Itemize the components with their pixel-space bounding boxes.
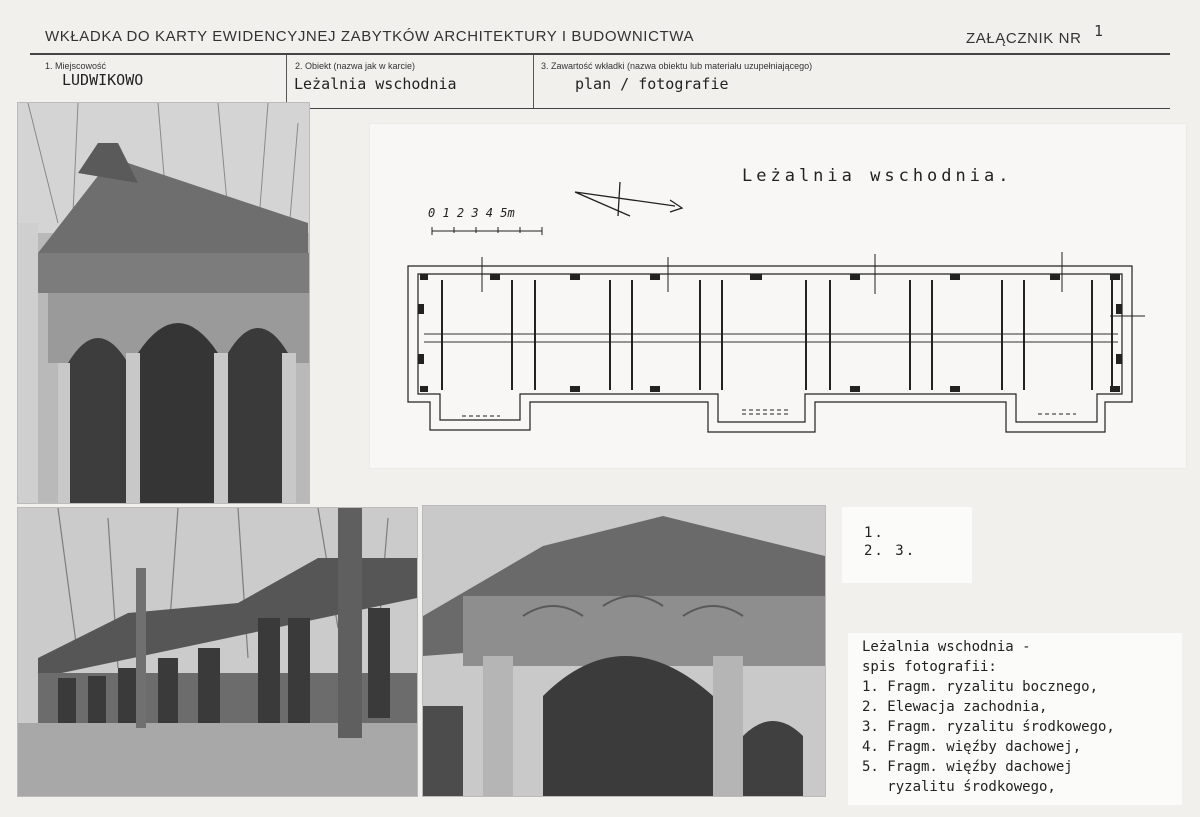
field-separator-1	[286, 55, 287, 108]
content-label: 3. Zawartość wkładki (nazwa obiektu lub materiału uzupełniającego)	[541, 61, 813, 71]
plan-title: Leżalnia wschodnia.	[742, 166, 1013, 186]
object-label: 2. Obiekt (nazwa jak w karcie)	[295, 61, 416, 71]
photo-list-heading-2: spis fotografii:	[862, 659, 997, 675]
object-value: Leżalnia wschodnia	[294, 75, 457, 93]
field-separator-2	[533, 55, 534, 108]
photo-index-card	[842, 507, 972, 583]
photo-west-elevation	[17, 507, 418, 797]
bay-columns	[442, 280, 1112, 390]
floor-plan-drawing	[370, 124, 1186, 468]
place-value: LUDWIKOWO	[62, 71, 144, 89]
photo-central-pavilion	[422, 505, 826, 797]
photo-list-item: 5. Fragm. więźby dachowej	[862, 759, 1073, 775]
content-value: plan / fotografie	[575, 75, 729, 93]
photo-list-item: 4. Fragm. więźby dachowej,	[862, 739, 1082, 755]
document-title: WKŁADKA DO KARTY EWIDENCYJNEJ ZABYTKÓW ARCHITEKTURY I BUDOWNICTWA	[45, 28, 695, 45]
index-line-2: 2. 3.	[864, 543, 917, 559]
photo-list-card	[848, 633, 1182, 805]
north-arrow-icon	[575, 182, 682, 216]
header-divider	[30, 53, 1170, 55]
annex-label: ZAŁĄCZNIK NR	[966, 30, 1082, 47]
photo-side-pavilion	[17, 102, 310, 504]
photo-list-item: 2. Elewacja zachodnia,	[862, 699, 1048, 715]
photo-list-item: ryzalitu środkowego,	[862, 779, 1056, 795]
photo-list-heading-1: Leżalnia wschodnia -	[862, 639, 1031, 655]
annex-number: 1	[1094, 22, 1104, 40]
index-line-1: 1.	[864, 525, 885, 541]
photo-list-item: 1. Fragm. ryzalitu bocznego,	[862, 679, 1099, 695]
photo-list-item: 3. Fragm. ryzalitu środkowego,	[862, 719, 1115, 735]
scale-label: 0 1 2 3 4 5m	[428, 206, 515, 220]
scale-bar	[432, 227, 542, 235]
place-label: 1. Miejscowość	[45, 61, 107, 71]
